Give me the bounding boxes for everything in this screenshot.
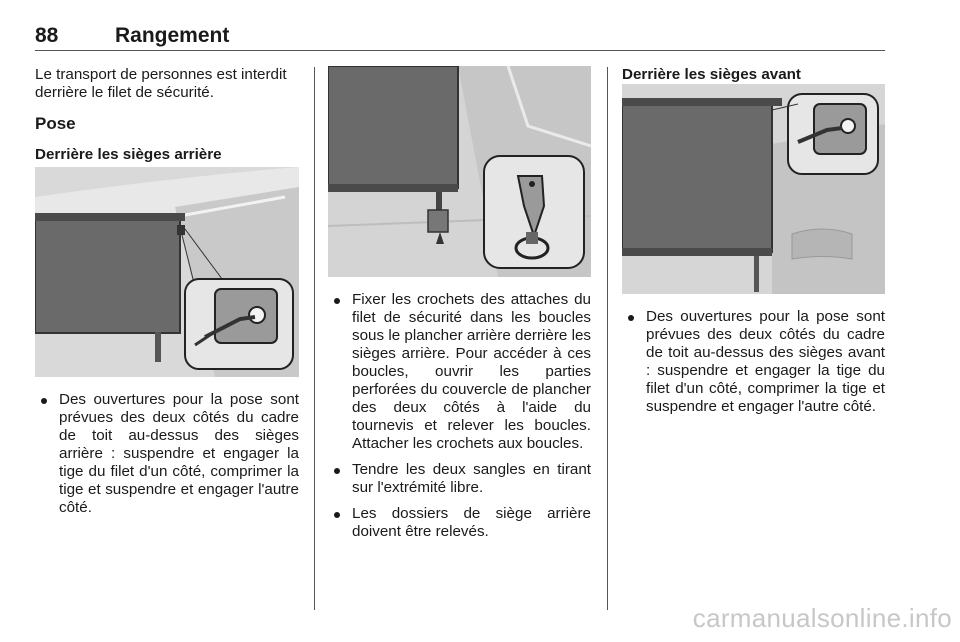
instruction-list-floor (328, 291, 591, 541)
bullet-dot (334, 298, 340, 304)
illustration-front-seats (622, 84, 885, 294)
header-divider (35, 50, 885, 51)
page-title: Rangement (115, 24, 230, 47)
list-item-text: Fixer les crochets des attaches du filet de sécurité dans les boucles sous le plancher arrière derrière les sièges arrière. Pour accéder à ces boucles, ouvrir les parties perforées du couvercle de plancher des deux côtés à l'aide du tournevis et relever les boucles. Attacher les crochets aux boucles. (352, 291, 591, 452)
list-item-text: Des ouvertures pour la pose sont prévues des deux côtés du cadre de toit au-dessus des sièges arrière : suspendre et engager la tige du filet d'un côté, comprimer la tige et suspendre et engager l'autre côté. (59, 391, 299, 516)
bullet-dot (41, 398, 47, 404)
list-item (622, 308, 885, 416)
column-3 (622, 66, 885, 416)
instruction-list-front (622, 308, 885, 416)
illustration-rear-seats (35, 167, 299, 377)
bullet-dot (628, 315, 634, 321)
bullet-dot (334, 468, 340, 474)
column-divider-2 (607, 67, 608, 610)
instruction-list-rear (35, 391, 299, 517)
page-number: 88 (35, 24, 59, 47)
subsection-title-rear-seats: Derrière les sièges arrière (35, 146, 222, 163)
list-item-text: Tendre les deux sangles en tirant sur l'extrémité libre. (352, 461, 591, 496)
intro-paragraph: Le transport de personnes est interdit derrière le filet de sécurité. (35, 66, 287, 101)
bullet-dot (334, 512, 340, 518)
list-item (328, 505, 591, 541)
column-2 (328, 66, 591, 541)
list-item (328, 461, 591, 497)
subsection-title-front-seats: Derrière les sièges avant (622, 66, 801, 83)
section-title-pose: Pose (35, 114, 76, 133)
watermark: carmanualsonline.info (692, 603, 952, 633)
illustration-floor-buckles (328, 66, 591, 277)
list-item (328, 291, 591, 453)
list-item-text: Des ouvertures pour la pose sont prévues des deux côtés du cadre de toit au-dessus des sièges avant : suspendre et engager la tige du filet d'un côté, comprimer la tige et suspendre et engager l'autre côté. (646, 308, 885, 415)
list-item (35, 391, 299, 517)
page-header (35, 24, 885, 50)
column-divider-1 (314, 67, 315, 610)
column-1 (35, 66, 299, 517)
list-item-text: Les dossiers de siège arrière doivent être relevés. (352, 505, 591, 540)
